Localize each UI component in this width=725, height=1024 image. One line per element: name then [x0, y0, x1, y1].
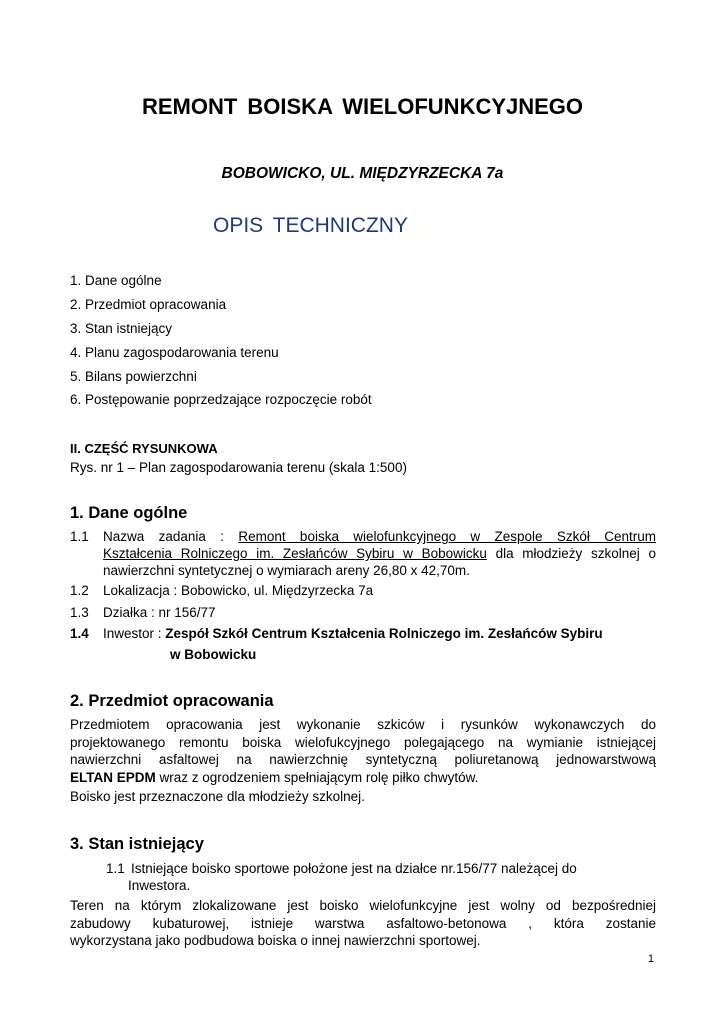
existing-field-text-cont: Inwestora.	[128, 878, 191, 893]
toc-item: 1. Dane ogólne	[70, 273, 162, 288]
item-number: 1.1	[70, 529, 89, 544]
task-name-line: nawierzchni syntetycznej o wymiarach areny 26,80 x 42,70m.	[103, 563, 470, 578]
toc-item: 2. Przedmiot opracowania	[70, 297, 227, 312]
toc-item: 5. Bilans powierzchni	[70, 369, 197, 384]
section-heading-dane-ogolne: 1. Dane ogólne	[70, 504, 188, 522]
drawings-heading: II. CZĘŚĆ RYSUNKOWA	[70, 441, 218, 456]
item-number: 1.4	[70, 626, 89, 641]
parcel-text: Działka : nr 156/77	[103, 605, 216, 620]
task-name-line	[103, 528, 656, 545]
toc-item: 4. Planu zagospodarowania terenu	[70, 345, 279, 360]
paragraph-line: wykorzystana jako podbudowa boiska o innej nawierzchni sportowej.	[70, 933, 481, 948]
investor-line	[103, 625, 603, 642]
drawings-item: Rys. nr 1 – Plan zagospodarowania terenu (skala 1:500)	[70, 460, 407, 475]
document-title: REMONT BOISKA WIELOFUNKCYJNEGO	[141, 94, 584, 119]
document-location: BOBOWICKO, UL. MIĘDZYRZECKA 7a	[221, 165, 504, 182]
toc-item: 6. Postępowanie poprzedzające rozpoczęcie robót	[70, 392, 372, 407]
task-name-label: Nazwa zadania :	[103, 529, 224, 544]
existing-field-text: Istniejące boisko sportowe położone jest na działce nr.156/77 należącej do	[131, 861, 577, 876]
section-heading-przedmiot: 2. Przedmiot opracowania	[70, 692, 274, 710]
paragraph-line	[70, 769, 656, 787]
intended-users-text: Boisko jest przeznaczone dla młodzieży szkolnej.	[70, 789, 365, 804]
document-type-heading: OPIS TECHNICZNY	[213, 214, 408, 237]
task-name-line	[103, 545, 656, 562]
item-number: 1.1	[106, 861, 125, 876]
material-name: ELTAN EPDM	[70, 769, 156, 785]
item-number: 1.3	[70, 605, 89, 620]
task-name-value-cont: Kształcenia Rolniczego im. Zesłańców Sybiru w Bobowicku	[103, 546, 487, 561]
paragraph-line: Przedmiotem opracowania jest wykonanie szkiców i rysunków wykonawczych do	[70, 717, 656, 732]
paragraph-line: zabudowy kubaturowej, istnieje warstwa asfaltowo-betonowa , która zostanie	[70, 915, 656, 931]
site-paragraph	[70, 897, 656, 950]
paragraph-line: nawierzchni asfaltowej na nawierzchnię syntetyczną poliuretanową jednowarstwową	[70, 752, 656, 767]
item-number: 1.2	[70, 583, 89, 598]
task-name-rest: dla młodzieży szkolnej o	[495, 546, 656, 561]
investor-label: Inwestor :	[103, 626, 162, 641]
investor-name-cont: w Bobowicku	[170, 647, 257, 662]
task-name-value: Remont boiska wielofunkcyjnego w Zespole Szkół Centrum	[238, 529, 656, 544]
location-text: Lokalizacja : Bobowicko, ul. Międzyrzecka 7a	[103, 583, 374, 598]
investor-name: Zespół Szkół Centrum Kształcenia Rolniczego im. Zesłańców Sybiru	[165, 626, 603, 641]
toc-item: 3. Stan istniejący	[70, 321, 173, 336]
paragraph-line: projektowanego remontu boiska wielofukcyjnego polegającego na wymianie istniejącej	[70, 734, 656, 750]
paragraph-line-rest: wraz z ogrodzeniem spełniającym rolę piłko chwytów.	[155, 769, 479, 785]
subject-paragraph	[70, 716, 656, 786]
page-number: 1	[647, 953, 654, 965]
paragraph-line: Teren na którym zlokalizowane jest boisko wielofunkcyjne jest wolny od bezpośredniej	[70, 898, 656, 913]
section-heading-stan: 3. Stan istniejący	[70, 835, 204, 853]
